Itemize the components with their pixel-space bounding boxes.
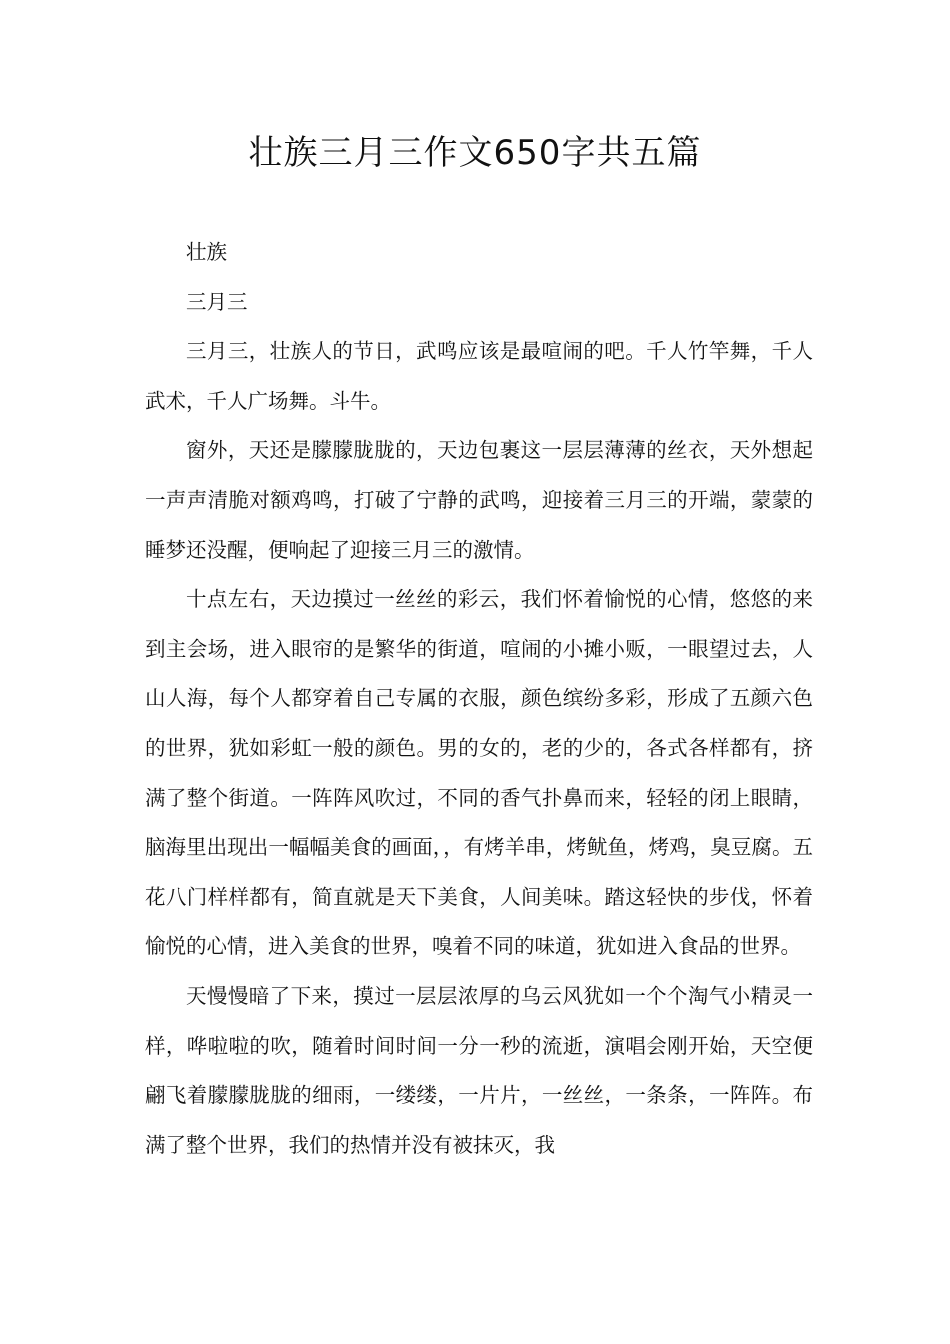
paragraph: 天慢慢暗了下来，摸过一层层浓厚的乌云风犹如一个个淘气小精灵一样，哗啦啦的吹，随着时间时间一分一秒的流逝，演唱会刚开始，天空便翩飞着朦朦胧胧的细雨，一缕缕，一片片，一丝丝，一条条，一阵阵。布满了整个世界，我们的热情并没有被抹灭，我	[145, 983, 813, 1157]
paragraph: 三月三，壮族人的节日，武鸣应该是最喧闹的吧。千人竹竿舞，千人武术，千人广场舞。斗牛。	[145, 339, 813, 413]
document-body	[145, 228, 813, 1170]
paragraph: 窗外，天还是朦朦胧胧的，天边包裹这一层层薄薄的丝衣，天外想起一声声清脆对额鸡鸣，打破了宁静的武鸣，迎接着三月三的开端，蒙蒙的睡梦还没醒，便响起了迎接三月三的激情。	[145, 438, 813, 562]
paragraph: 壮族	[186, 240, 227, 264]
paragraph: 十点左右，天边摸过一丝丝的彩云，我们怀着愉悦的心情，悠悠的来到主会场，进入眼帘的是繁华的街道，喧闹的小摊小贩，一眼望过去，人山人海，每个人都穿着自己专属的衣服，颜色缤纷多彩，形成了五颜六色的世界，犹如彩虹一般的颜色。男的女的，老的少的，各式各样都有，挤满了整个街道。一阵阵风吹过，不同的香气扑鼻而来，轻轻的闭上眼睛，脑海里出现出一幅幅美食的画面，，有烤羊串，烤鱿鱼，烤鸡，臭豆腐。五花八门样样都有，简直就是天下美食，人间美味。踏这轻快的步伐，怀着愉悦的心情，进入美食的世界，嗅着不同的味道，犹如进入食品的世界。	[145, 587, 813, 959]
paragraph: 三月三	[186, 289, 248, 314]
document-title: 壮族三月三作文650字共五篇	[248, 133, 702, 173]
